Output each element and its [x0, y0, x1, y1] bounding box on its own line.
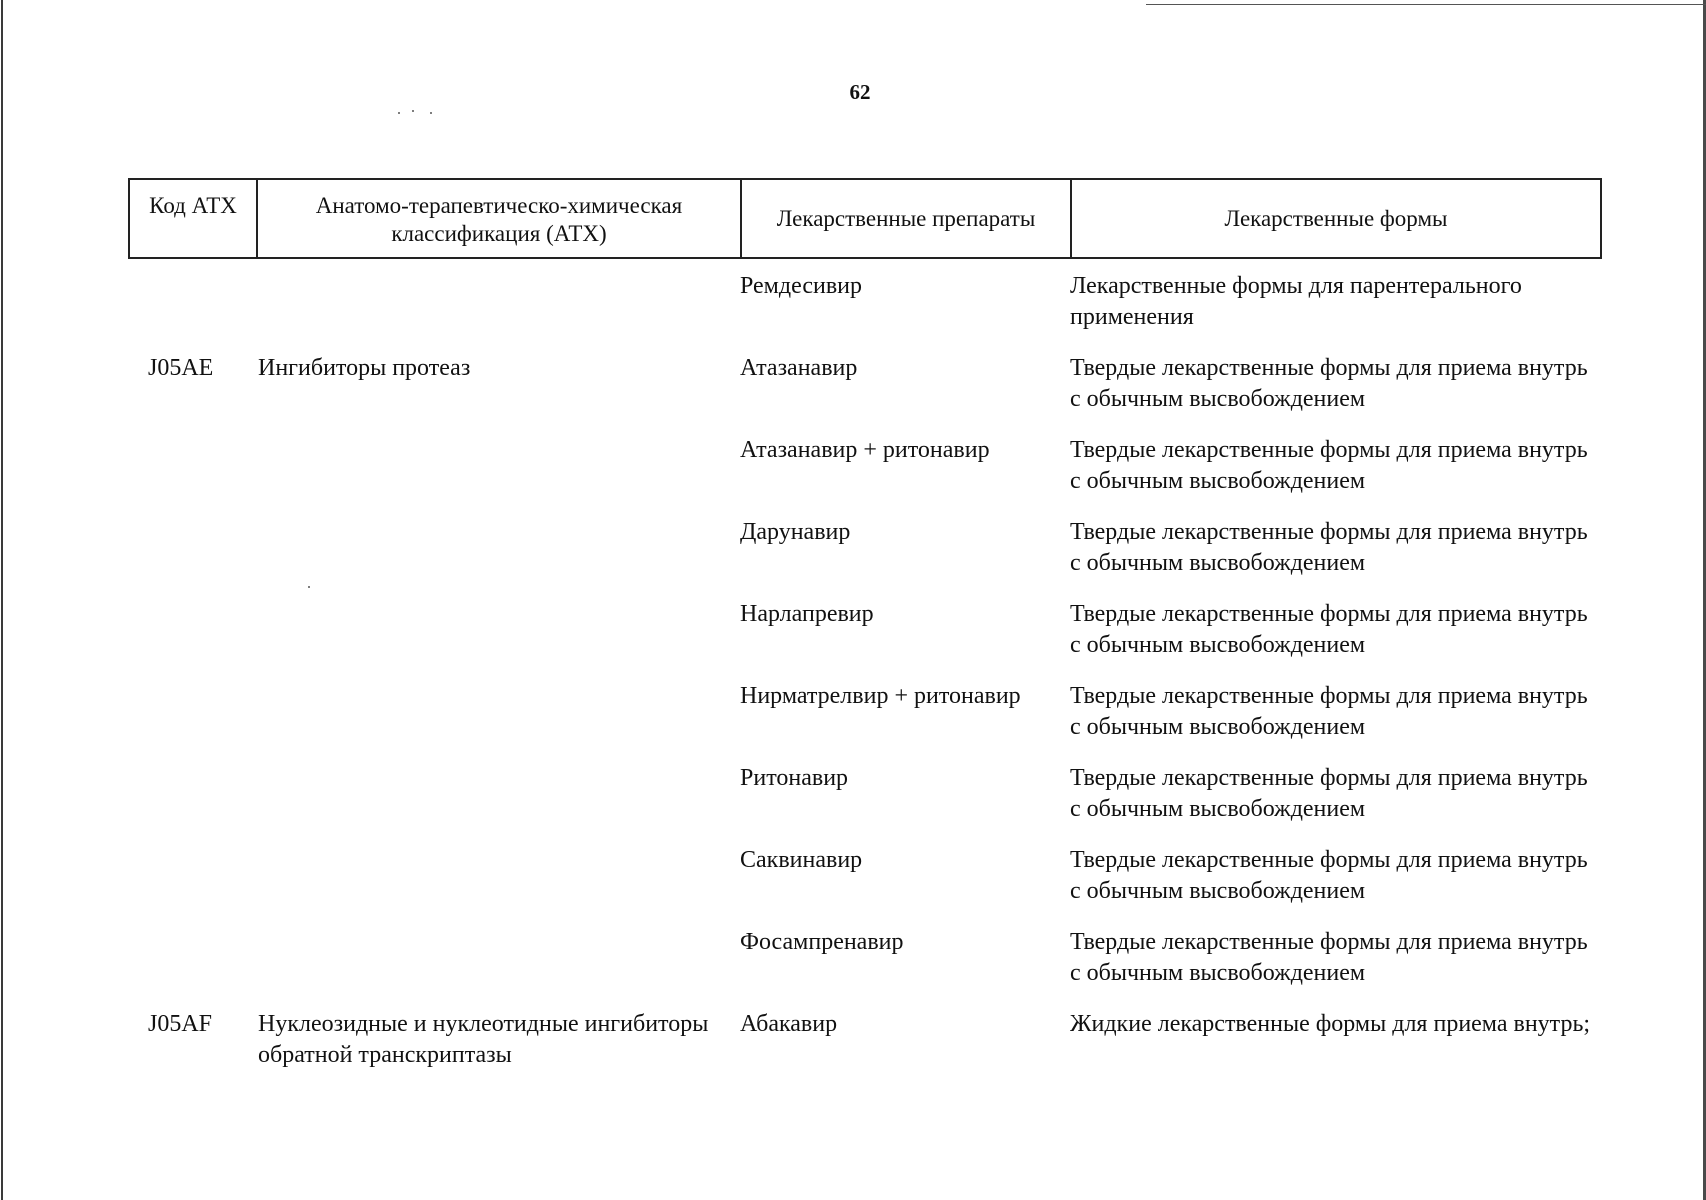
- dosage-form: Лекарственные формы для парентерального применения: [1070, 273, 1522, 330]
- drug-name: Атазанавир: [740, 355, 858, 381]
- header-atc-classification: Анатомо-терапевтическо-химическая классификация (АТХ): [256, 180, 740, 257]
- drug-name: Ремдесивир: [740, 273, 863, 299]
- drug-name: Нарлапревир: [740, 601, 874, 627]
- drug-name: Абакавир: [740, 1011, 838, 1037]
- atc-group: Нуклеозидные и нуклеотидные ингибиторы обратной транскриптазы: [258, 1011, 709, 1068]
- dosage-form: Твердые лекарственные формы для приема внутрь с обычным высвобождением: [1070, 601, 1588, 658]
- drug-name: Нирматрелвир + ритонавир: [740, 683, 1021, 709]
- dosage-form: Твердые лекарственные формы для приема внутрь с обычным высвобождением: [1070, 929, 1588, 986]
- dosage-form: Твердые лекарственные формы для приема внутрь с обычным высвобождением: [1070, 765, 1588, 822]
- scan-speck: [412, 110, 414, 112]
- scan-speck: [398, 112, 400, 114]
- dosage-form: Твердые лекарственные формы для приема внутрь с обычным высвобождением: [1070, 847, 1588, 904]
- atc-code: J05AE: [148, 355, 214, 381]
- drug-name: Ритонавир: [740, 765, 849, 791]
- drug-name: Атазанавир + ритонавир: [740, 437, 990, 463]
- atc-code: J05AF: [148, 1011, 213, 1037]
- scan-speck: [430, 112, 432, 114]
- header-drugs: Лекарственные препараты: [740, 180, 1070, 257]
- dosage-form: Жидкие лекарственные формы для приема внутрь;: [1070, 1011, 1591, 1037]
- dosage-form: Твердые лекарственные формы для приема внутрь с обычным высвобождением: [1070, 355, 1588, 412]
- scan-border-top: [1146, 4, 1706, 5]
- drug-name: Фосампренавир: [740, 929, 904, 955]
- dosage-form: Твердые лекарственные формы для приема внутрь с обычным высвобождением: [1070, 683, 1588, 740]
- table-header: [128, 178, 1602, 259]
- dosage-form: Твердые лекарственные формы для приема внутрь с обычным высвобождением: [1070, 437, 1588, 494]
- page-number: 62: [849, 80, 871, 104]
- dosage-form: Твердые лекарственные формы для приема внутрь с обычным высвобождением: [1070, 519, 1588, 576]
- header-dosage-forms: Лекарственные формы: [1070, 180, 1600, 257]
- atc-group: Ингибиторы протеаз: [258, 355, 471, 381]
- drug-name: Дарунавир: [740, 519, 851, 545]
- scan-border-left: [1, 0, 3, 1200]
- header-code: Код АТХ: [149, 193, 237, 218]
- drug-name: Саквинавир: [740, 847, 863, 873]
- scan-speck: [308, 586, 310, 588]
